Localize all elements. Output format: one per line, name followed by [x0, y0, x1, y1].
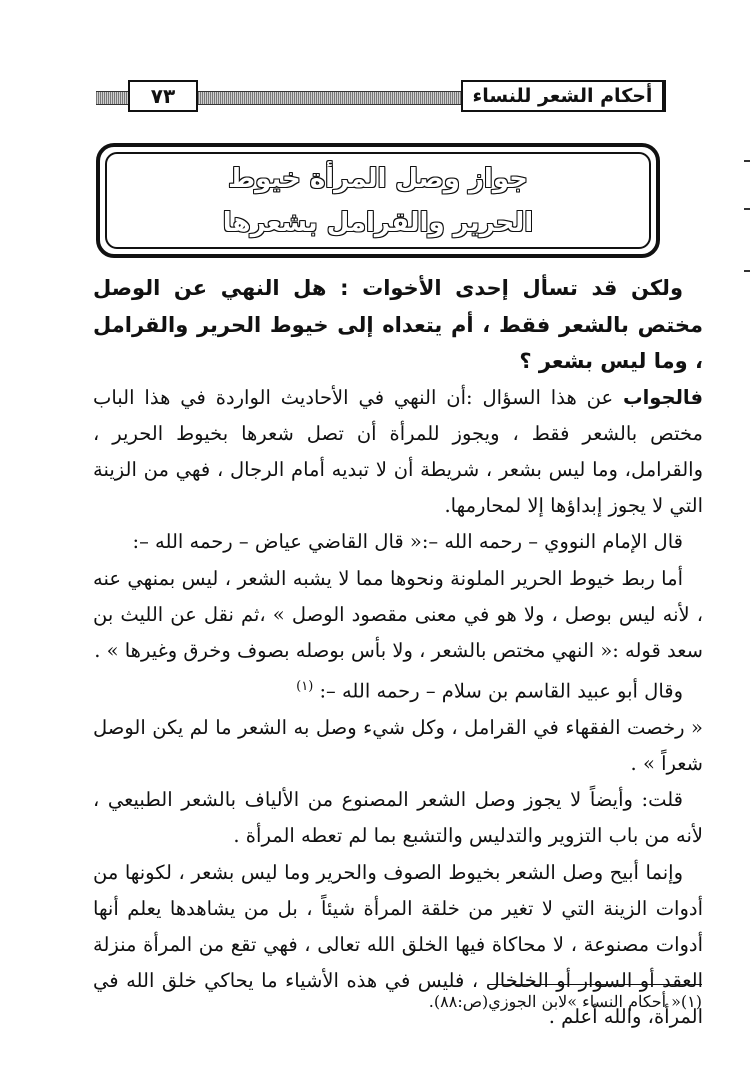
- book-title: أحكام الشعر للنساء: [461, 80, 666, 112]
- nawawi-quote-intro: قال الإمام النووي – رحمه الله –:« قال القاضي عياض – رحمه الله –:: [132, 530, 683, 554]
- author-opinion-paragraph: قلت: وأيضاً لا يجوز وصل الشعر المصنوع من الألياف بالشعر الطبيعي ، لأنه من باب التزوير والتدليس والتشبع بما لم تعطه المرأة .: [93, 788, 703, 848]
- running-header: [96, 78, 666, 116]
- footnote: (١)« أحكام النساء »لابن الجوزي(ص:٨٨).: [428, 992, 702, 1011]
- page-body: [93, 270, 703, 1036]
- section-title-line-1: جواز وصل المرأة خيوط: [228, 163, 528, 194]
- answer-text: عن هذا السؤال :أن النهي في الأحاديث الواردة في هذا الباب مختص بالشعر فقط ، ويجوز للمرأة أن تصل شعرها بخيوط الحرير ، والقرامل، وما ليس بشعر ، شريطة أن لا تبديه أمام الرجال ، فهي من الزينة التي لا يجوز إبداؤها إلا لمحارمها.: [93, 385, 703, 518]
- page-edge-mark: [744, 208, 750, 210]
- page-number: ٧٣: [128, 80, 198, 112]
- section-title-line-2: الحرير والقرامل بشعرها: [222, 207, 534, 238]
- conclusion-paragraph: وإنما أبيح وصل الشعر بخيوط الصوف والحرير وما ليس بشعر ، لكونها من أدوات الزينة التي لا تغير من خلقة المرأة شيئاً ، بل من يشاهدها يعلم أنها أدوات مصنوعة ، لا محاكاة فيها الخلق الله تعالى ، فهي تقع من المرأة منزلة العقد أو السوار أو الخلخال ، فليس في هذه الأشياء ما يحاكي خلق الله في المرأة، والله أعلم .: [93, 860, 703, 1029]
- section-title-inner-frame: [105, 152, 651, 249]
- page-edge-mark: [744, 270, 750, 272]
- abu-ubaid-quote: « رخصت الفقهاء في القرامل ، وكل شيء وصل به الشعر ما لم يكن الوصل شعراً » .: [93, 715, 703, 776]
- ayyad-quote-paragraph: أما ربط خيوط الحرير الملونة ونحوها مما لا يشبه الشعر ، ليس بمنهي عنه ، لأنه ليس بوصل ، ولا هو في معنى مقصود الوصل » ،ثم نقل عن الليث بن سعد قوله :« النهي مختص بالشعر ، ولا بأس بوصله بصوف وخرق وغيرها » .: [93, 566, 703, 662]
- abu-ubaid-text: وقال أبو عبيد القاسم بن سلام – رحمه الله –:: [313, 679, 683, 703]
- footnote-separator: [489, 984, 702, 985]
- answer-lead-word: فالجواب: [623, 385, 703, 409]
- question-paragraph: ولكن قد تسأل إحدى الأخوات : هل النهي عن الوصل مختص بالشعر فقط ، أم يتعداه إلى خيوط الحرير والقرامل ، وما ليس بشعر ؟: [93, 276, 703, 373]
- page-edge-mark: [744, 160, 750, 162]
- answer-paragraph: [93, 380, 703, 525]
- footnote-reference: (١): [296, 679, 314, 695]
- abu-ubaid-intro: [93, 669, 703, 710]
- section-title-frame: [96, 143, 660, 258]
